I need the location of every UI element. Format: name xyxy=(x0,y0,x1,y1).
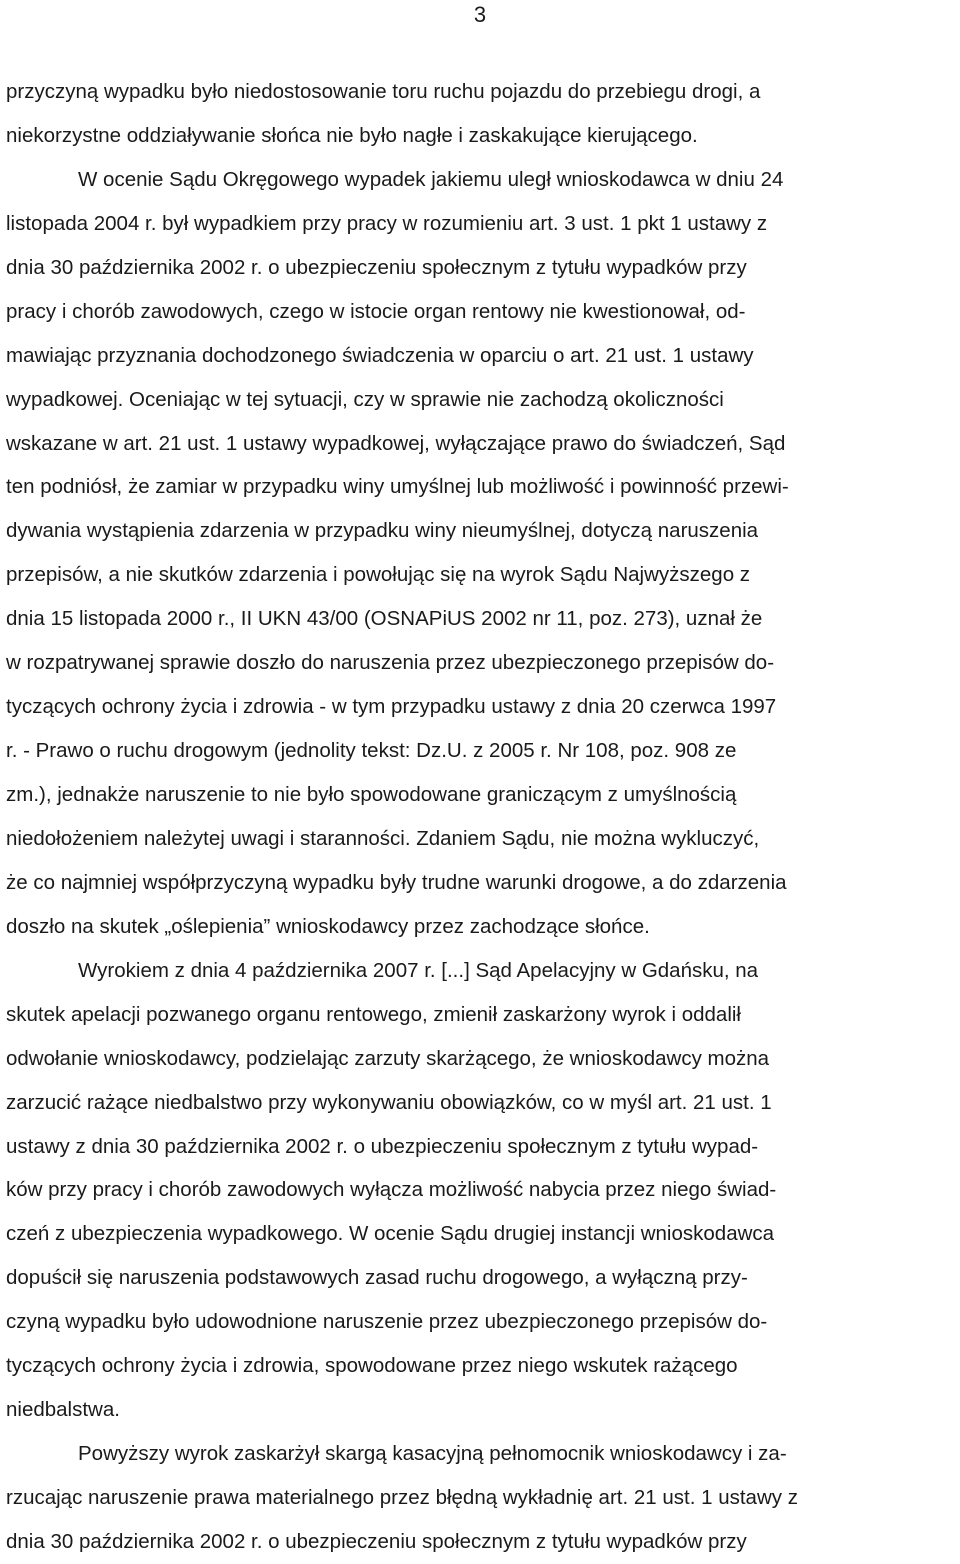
text-line: w rozpatrywanej sprawie doszło do naruszenia przez ubezpieczonego przepisów do- xyxy=(6,651,775,675)
text-line: że co najmniej współprzyczyną wypadku były trudne warunki drogowe, a do zdarzenia xyxy=(6,870,787,894)
text-line: ten podniósł, że zamiar w przypadku winy umyślnej lub możliwość i powinność przewi- xyxy=(6,475,789,499)
text-line: r. - Prawo o ruchu drogowym (jednolity tekst: Dz.U. z 2005 r. Nr 108, poz. 908 ze xyxy=(6,739,737,763)
paragraph-start-line: Wyrokiem z dnia 4 października 2007 r. [...] Sąd Apelacyjny w Gdańsku, na xyxy=(78,958,759,982)
text-line: tyczących ochrony życia i zdrowia - w tym przypadku ustawy z dnia 20 czerwca 1997 xyxy=(6,695,777,719)
page-number: 3 xyxy=(473,2,487,27)
text-line: odwołanie wnioskodawcy, podzielając zarzuty skarżącego, że wnioskodawcy można xyxy=(6,1046,770,1070)
text-line: niedołożeniem należytej uwagi i staranności. Zdaniem Sądu, nie można wykluczyć, xyxy=(6,826,760,850)
text-line: mawiając przyznania dochodzonego świadczenia w oparciu o art. 21 ust. 1 ustawy xyxy=(6,343,754,367)
paragraph-start-line: W ocenie Sądu Okręgowego wypadek jakiemu uległ wnioskodawca w dniu 24 xyxy=(78,167,784,191)
text-line: czyną wypadku było udowodnione naruszenie przez ubezpieczonego przepisów do- xyxy=(6,1310,768,1334)
text-line: dywania wystąpienia zdarzenia w przypadku winy nieumyślnej, dotyczą naruszenia xyxy=(6,519,759,543)
text-line: pracy i chorób zawodowych, czego w istocie organ rentowy nie kwestionował, od- xyxy=(6,299,746,323)
paragraph-start-line: Powyższy wyrok zaskarżył skargą kasacyjną pełnomocnik wnioskodawcy i za- xyxy=(78,1442,787,1466)
text-line: przepisów, a nie skutków zdarzenia i powołując się na wyrok Sądu Najwyższego z xyxy=(6,563,751,587)
text-line: skutek apelacji pozwanego organu rentowego, zmienił zaskarżony wyrok i oddalił xyxy=(6,1002,741,1026)
text-line: dnia 15 listopada 2000 r., II UKN 43/00 (OSNAPiUS 2002 nr 11, poz. 273), uznał że xyxy=(6,607,763,631)
text-line: doszło na skutek „oślepienia” wnioskodawcy przez zachodzące słońce. xyxy=(6,914,650,938)
text-line: dopuścił się naruszenia podstawowych zasad ruchu drogowego, a wyłączną przy- xyxy=(6,1266,748,1290)
text-line: czeń z ubezpieczenia wypadkowego. W ocenie Sądu drugiej instancji wnioskodawca xyxy=(6,1222,775,1246)
text-line: tyczących ochrony życia i zdrowia, spowodowane przez niego wskutek rażącego xyxy=(6,1354,738,1378)
text-line: przyczyną wypadku było niedostosowanie toru ruchu pojazdu do przebiegu drogi, a xyxy=(6,80,761,103)
text-line: wskazane w art. 21 ust. 1 ustawy wypadkowej, wyłączające prawo do świadczeń, Sąd xyxy=(6,431,786,455)
text-line: zm.), jednakże naruszenie to nie było spowodowane graniczącym z umyślnością xyxy=(6,783,737,806)
text-line: wypadkowej. Oceniając w tej sytuacji, czy w sprawie nie zachodzą okoliczności xyxy=(6,387,724,411)
text-line: dnia 30 października 2002 r. o ubezpieczeniu społecznym z tytułu wypadków przy xyxy=(6,1529,747,1553)
text-line: ków przy pracy i chorób zawodowych wyłącza możliwość nabycia przez niego świad- xyxy=(6,1178,777,1202)
text-line: zarzucić rażące niedbalstwo przy wykonywaniu obowiązków, co w myśl art. 21 ust. 1 xyxy=(6,1090,772,1114)
document-body xyxy=(6,70,956,1564)
text-line: niedbalstwa. xyxy=(6,1398,120,1422)
text-line: listopada 2004 r. był wypadkiem przy pracy w rozumieniu art. 3 ust. 1 pkt 1 ustawy z xyxy=(6,211,768,235)
text-line: rzucając naruszenie prawa materialnego przez błędną wykładnię art. 21 ust. 1 ustawy z xyxy=(6,1486,798,1509)
text-line: dnia 30 października 2002 r. o ubezpieczeniu społecznym z tytułu wypadków przy xyxy=(6,255,747,279)
text-line: ustawy z dnia 30 października 2002 r. o ubezpieczeniu społecznym z tytułu wypad- xyxy=(6,1134,759,1158)
text-line: niekorzystne oddziaływanie słońca nie było nagłe i zaskakujące kierującego. xyxy=(6,123,698,147)
